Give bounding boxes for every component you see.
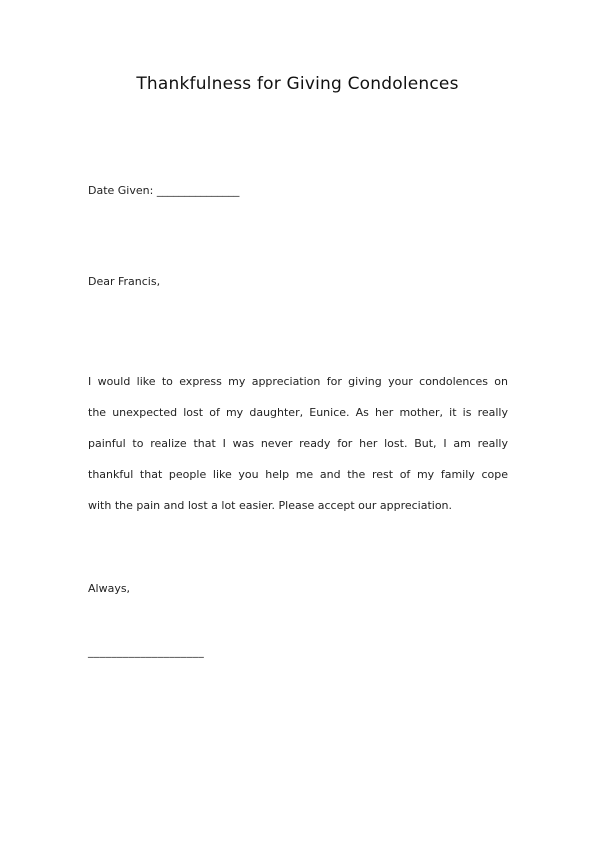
signature-line: ____________________ [88,645,204,658]
body-line: thankful that people like you help me and the rest of my family cope [88,468,508,481]
body-paragraph [88,366,508,521]
body-line: I would like to express my appreciation for giving your condolences on [88,375,508,388]
body-line: painful to realize that I was never ready for her lost. But, I am really [88,437,508,450]
document-title: Thankfulness for Giving Condolences [136,74,459,94]
body-line: with the pain and lost a lot easier. Please accept our appreciation. [88,499,453,512]
body-line: the unexpected lost of my daughter, Eunice. As her mother, it is really [88,406,508,419]
closing: Always, [88,582,131,595]
greeting: Dear Francis, [88,275,161,288]
date-line: Date Given: _______________ [88,184,240,197]
